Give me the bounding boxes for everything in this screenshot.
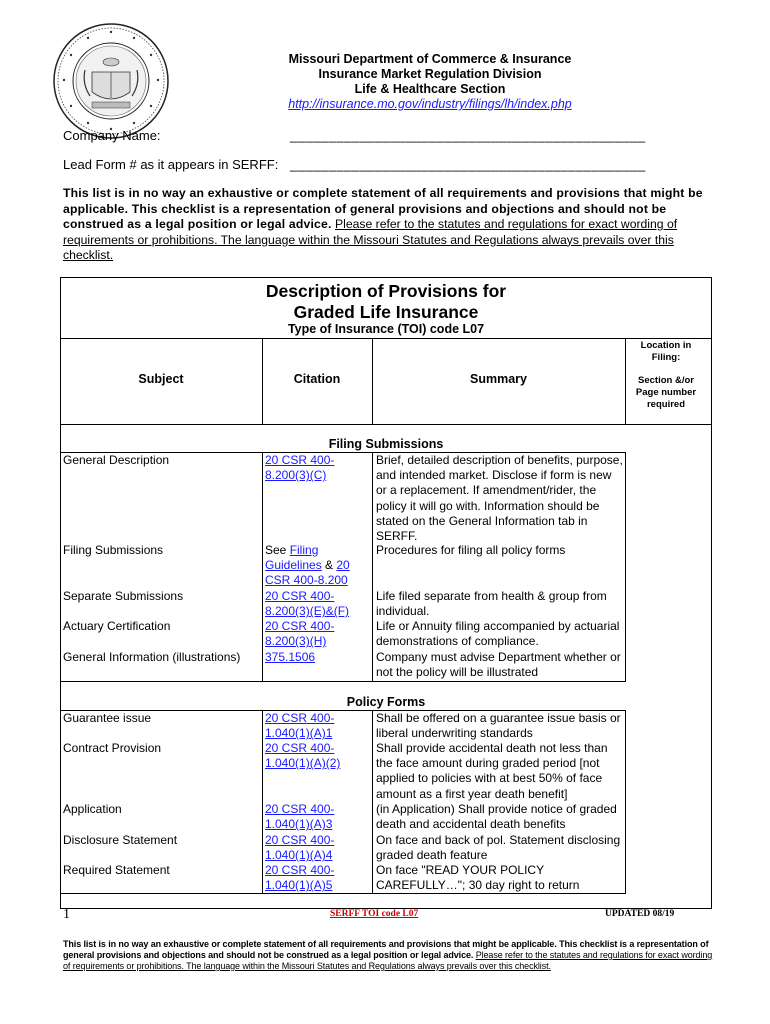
- citation-mid: &: [321, 558, 337, 573]
- col-header-location: Location in Filing:: [640, 340, 692, 363]
- grid-line: [262, 452, 263, 681]
- table-cell-subject: Contract Provision: [63, 741, 162, 755]
- table-title-line1: Description of Provisions for: [265, 281, 507, 301]
- lead-form-label: Lead Form # as it appears in SERFF:: [63, 157, 279, 172]
- table-cell-summary: Life filed separate from health & group from individual.: [376, 589, 607, 619]
- company-name-label: Company Name:: [63, 128, 161, 143]
- disclaimer-bold: This list is in no way an exhaustive or complete statement of all requirements and provisions that might be applicable. This checklist is a representation of general provisions and objections and should not be construed as a legal position or legal advice.: [63, 186, 703, 231]
- toi-code: Type of Insurance (TOI) code L07: [287, 322, 485, 336]
- grid-line: [60, 710, 61, 893]
- table-cell-summary: Procedures for filing all policy forms: [376, 543, 566, 557]
- citation-link[interactable]: 20 CSR 400-1.040(1)(A)5: [265, 863, 335, 893]
- table-cell-subject: Guarantee issue: [63, 711, 152, 725]
- division-name: Insurance Market Regulation Division: [318, 67, 542, 81]
- header-top-rule: [60, 338, 712, 339]
- table-cell-summary: Life or Annuity filing accompanied by actuarial demonstrations of compliance.: [376, 619, 620, 649]
- citation-link[interactable]: 20 CSR 400-1.040(1)(A)4: [265, 833, 335, 863]
- lead-form-field[interactable]: ______________________________________________: [290, 157, 646, 172]
- disclaimer-underlined: Please refer to the statutes and regulations for exact wording of requirements or prohibitions. The language within the Missouri Statutes and Regulations always prevails over this checklist.: [63, 217, 678, 262]
- grid-line: [60, 681, 626, 682]
- table-cell-summary: Brief, detailed description of benefits, purpose, and intended market. Disclose if form is new or a replacement. If amendment/rider, the policy it will go with. Information should be stated on the General Information tab in SERFF.: [376, 453, 623, 544]
- table-cell-subject: Filing Submissions: [63, 543, 164, 557]
- grid-line: [262, 710, 263, 893]
- footer-disclaimer-bold: This list is in no way an exhaustive or complete statement of all requirements and provisions that might be applicable. This checklist is a representation of general provisions and objections and should not be construed as a legal position or legal advice.: [63, 939, 709, 960]
- updated-date: UPDATED 08/19: [605, 909, 675, 919]
- table-cell-subject: Actuary Certification: [63, 619, 171, 633]
- section-name: Life & Healthcare Section: [354, 82, 506, 96]
- header-bottom-rule: [60, 424, 712, 425]
- citation-link[interactable]: 20 CSR 400-8.200(3)(E)&(F): [265, 589, 350, 619]
- grid-line: [60, 452, 61, 681]
- table-cell-summary: Company must advise Department whether or not the policy will be illustrated: [376, 650, 621, 680]
- company-name-field[interactable]: ______________________________________________: [290, 128, 646, 143]
- col-header-summary: Summary: [470, 372, 527, 386]
- table-cell-subject: Disclosure Statement: [63, 833, 178, 847]
- table-cell-summary: On face and back of pol. Statement disclosing graded death feature: [376, 833, 621, 863]
- missouri-state-seal: [52, 22, 170, 140]
- section-title-filing-submissions: Filing Submissions: [328, 437, 444, 451]
- footer-disclaimer: [63, 939, 713, 972]
- grid-line: [625, 710, 626, 893]
- col-header-citation: Citation: [293, 372, 341, 386]
- col-header-subject: Subject: [138, 372, 184, 386]
- disclaimer: [63, 186, 713, 264]
- footer-disclaimer-underlined: Please refer to the statutes and regulations for exact wording of requirements or prohibitions. The language within the Missouri Statutes and Regulations always prevails over this checklist.: [63, 950, 713, 971]
- grid-line: [625, 452, 626, 681]
- citation-link[interactable]: 375.1506: [265, 650, 316, 664]
- table-cell-subject: Required Statement: [63, 863, 170, 877]
- table-cell-subject: General Description: [63, 453, 170, 467]
- grid-line: [372, 710, 373, 893]
- citation-link[interactable]: 20 CSR 400-1.040(1)(A)(2): [265, 741, 341, 771]
- table-cell-summary: Shall be offered on a guarantee issue basis or liberal underwriting standards: [376, 711, 621, 741]
- citation-link[interactable]: 20 CSR 400-8.200: [265, 558, 350, 588]
- col-header-location-note: Section &/or Page number required: [635, 375, 697, 410]
- table-cell-subject: Application: [63, 802, 122, 816]
- table-cell-summary: (in Application) Shall provide notice of graded death and accidental death benefits: [376, 802, 617, 832]
- department-url-link[interactable]: http://insurance.mo.gov/industry/filings/lh/index.php: [288, 97, 572, 111]
- table-title-line2: Graded Life Insurance: [293, 302, 479, 322]
- citation-link[interactable]: 20 CSR 400-8.200(3)(C): [265, 453, 335, 483]
- table-cell-subject: Separate Submissions: [63, 589, 184, 603]
- citation-link[interactable]: 20 CSR 400-8.200(3)(H): [265, 619, 335, 649]
- citation-prefix: See: [265, 543, 290, 557]
- citation-link[interactable]: 20 CSR 400-1.040(1)(A)3: [265, 802, 335, 832]
- table-cell-subject: General Information (illustrations): [63, 650, 241, 664]
- table-cell-summary: On face "READ YOUR POLICY CAREFULLY…"; 30 day right to return: [376, 863, 580, 893]
- col-divider: [625, 338, 626, 424]
- filing-guidelines-link[interactable]: Filing Guidelines: [265, 543, 322, 573]
- table-cell-citation: [265, 543, 373, 589]
- department-name: Missouri Department of Commerce & Insurance: [288, 52, 572, 66]
- serff-toi-code: SERFF TOI code L07: [330, 909, 419, 919]
- table-cell-summary: Shall provide accidental death not less than the face amount during graded period [not applied to policies with at best 50% of face amount as a first year death benefit]: [376, 741, 608, 801]
- header-block: [230, 52, 630, 112]
- citation-link[interactable]: 20 CSR 400-1.040(1)(A)1: [265, 711, 335, 741]
- section-title-policy-forms: Policy Forms: [346, 695, 426, 709]
- page-number: 1: [63, 907, 70, 922]
